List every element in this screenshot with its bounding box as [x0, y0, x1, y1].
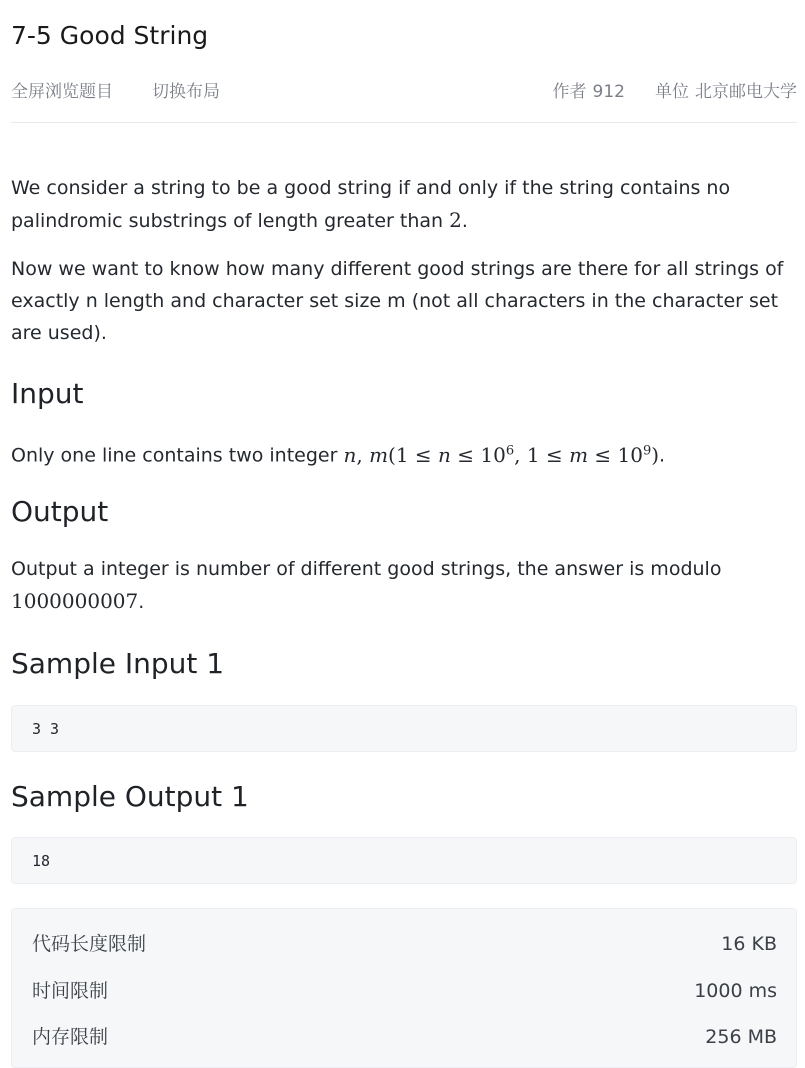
math-close: ): [651, 442, 660, 467]
output-heading: Output: [11, 495, 109, 528]
period: .: [659, 444, 666, 467]
limit-value: 256 MB: [705, 1026, 777, 1048]
output-text: Output a integer is number of different good strings, the answer is modulo: [11, 558, 722, 580]
sample-input-heading: Sample Input 1: [11, 647, 225, 680]
sample-input-code: 3 3: [32, 720, 60, 738]
math-exp-9: 9: [642, 443, 652, 458]
problem-info: [547, 80, 797, 104]
limit-label: 时间限制: [32, 980, 109, 1002]
unit-label: 单位: [655, 82, 689, 102]
input-description: [11, 435, 797, 472]
header-divider: [11, 122, 797, 123]
problem-title: 7-5 Good String: [11, 21, 209, 50]
math-var-m-2: m: [569, 442, 589, 467]
input-constraint-math: [343, 443, 659, 467]
math-le-1: ≤ 10: [450, 442, 506, 467]
author-label: 作者: [552, 82, 587, 102]
limit-value: 1000 ms: [694, 980, 777, 1002]
description-paragraph-2: Now we want to know how many different good strings are there for all strings of exactly n length and character set size m (not all characters in the character set are used).: [11, 258, 784, 344]
math-length-2: 2: [449, 208, 462, 232]
limit-label: 代码长度限制: [32, 933, 147, 955]
input-text: Only one line contains two integer: [11, 444, 344, 467]
sample-output-heading: Sample Output 1: [11, 780, 249, 813]
math-var-m: m: [369, 442, 389, 467]
input-heading: Input: [11, 377, 84, 410]
limits-panel: [11, 908, 797, 1068]
math-comma: ,: [356, 442, 370, 467]
math-le-2: ≤ 10: [588, 442, 643, 467]
memory-limit-row: [32, 1023, 777, 1051]
fullscreen-view-link[interactable]: 全屏浏览题目: [11, 82, 113, 102]
description-text: We consider a string to be a good string if and only if the string contains no palindromic substrings of length greater than: [11, 177, 731, 232]
output-description: [11, 553, 797, 618]
period: .: [138, 591, 145, 613]
math-exp-6: 6: [505, 443, 515, 458]
sample-input-box[interactable]: [11, 705, 797, 752]
time-limit-row: [32, 977, 777, 1005]
author-value: 912: [592, 82, 625, 102]
sample-output-code: 18: [32, 852, 51, 870]
sample-output-box[interactable]: [11, 837, 797, 884]
problem-meta-bar: [11, 80, 797, 104]
code-length-limit-row: [32, 930, 777, 958]
limit-label: 内存限制: [32, 1026, 109, 1048]
limit-value: 16 KB: [721, 933, 777, 955]
math-mid: , 1 ≤: [514, 442, 570, 467]
switch-layout-link[interactable]: 切换布局: [152, 82, 220, 102]
math-open: (1 ≤: [388, 442, 439, 467]
math-var-n-2: n: [438, 442, 451, 467]
math-modulo: 1000000007: [11, 589, 139, 613]
unit-value: 北京邮电大学: [695, 82, 797, 102]
description-paragraph-1: [11, 172, 797, 237]
period: .: [461, 210, 468, 232]
math-var-n: n: [343, 442, 357, 467]
